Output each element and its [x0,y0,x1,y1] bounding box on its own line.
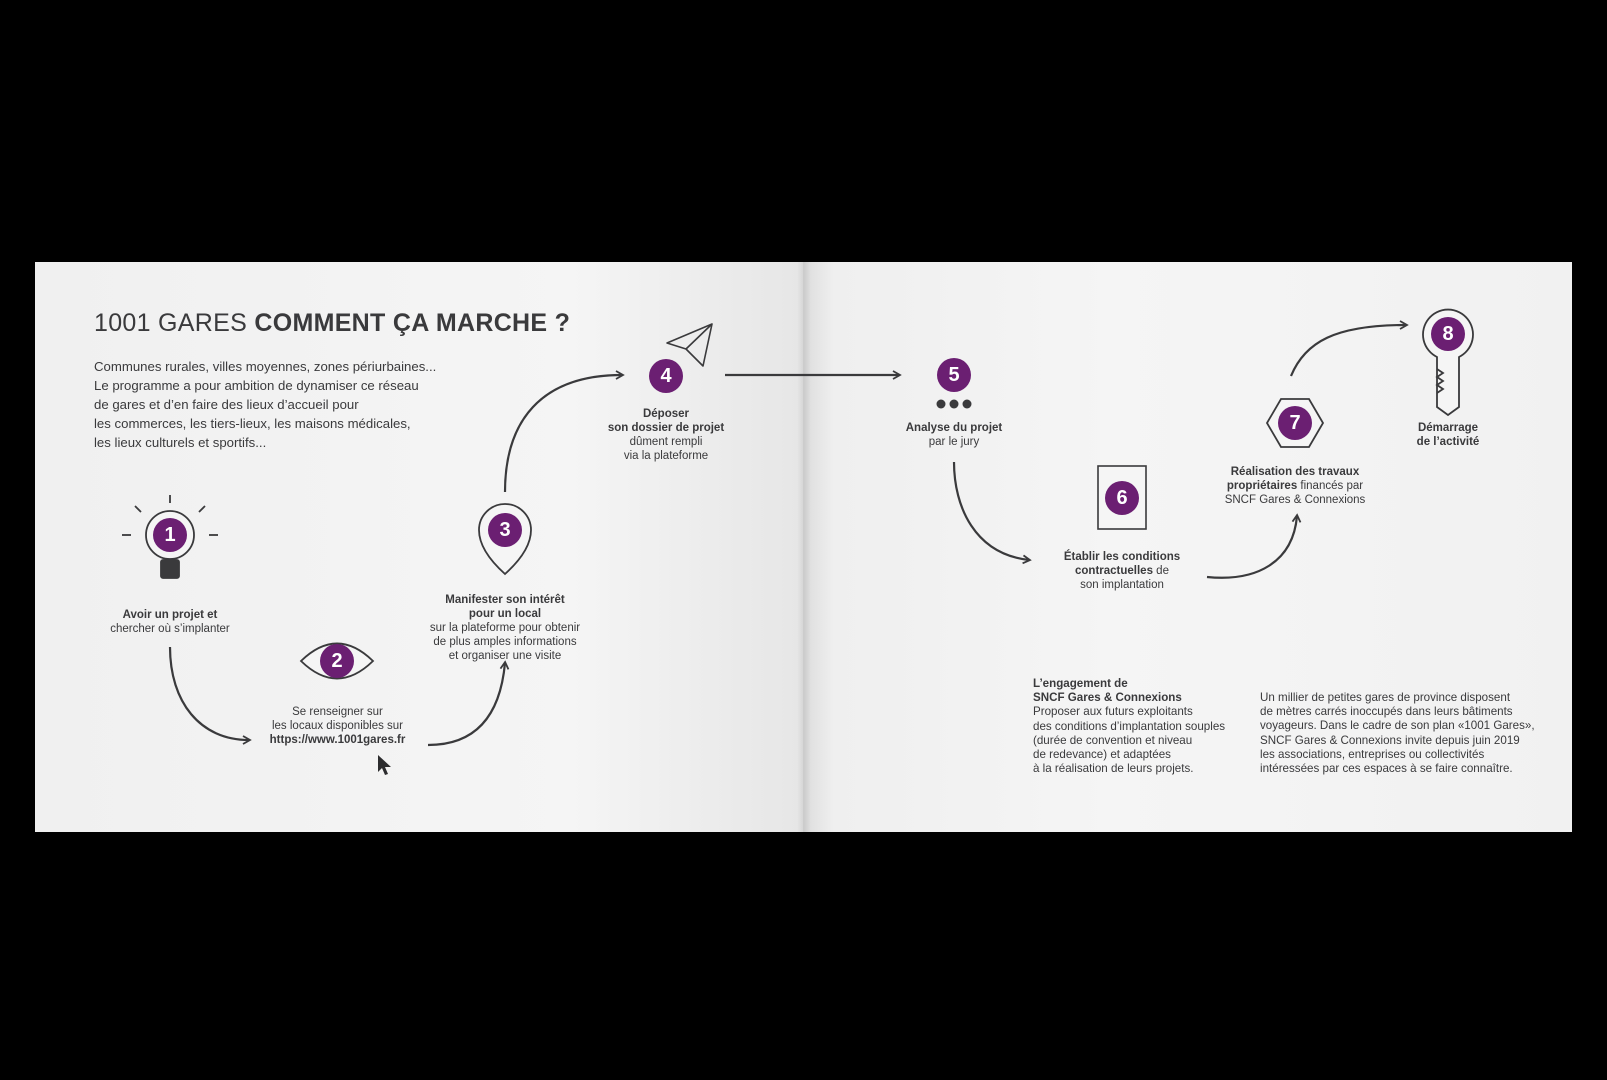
step-6-bold: Établir les conditions [1063,551,1181,563]
intro-line: de gares et d’en faire des lieux d’accueil pour [94,397,359,412]
engagement-heading: L’engagement de [1033,677,1128,690]
step-4-bold: Déposer [642,408,690,420]
step-8-bold: de l’activité [1416,436,1480,448]
step-2-badge: 2 [320,644,354,678]
step-4-text: via la plateforme [623,450,709,462]
step-5-badge: 5 [937,358,971,392]
context-line: SNCF Gares & Connexions invite depuis juin 2019 [1260,733,1520,747]
step-3-bold: Manifester son intérêt [445,594,565,606]
step-7-text: SNCF Gares & Connexions [1224,494,1366,506]
step-5-label [864,421,1044,449]
step-4-text: dûment rempli [629,436,703,448]
step-7-badge: 7 [1278,406,1312,440]
step-7-bold: propriétaires [1226,480,1298,492]
step-3-text: et organiser une visite [448,650,562,662]
step-6-bold: contractuelles [1075,565,1153,577]
context-block [1260,691,1535,776]
step-6-text: son implantation [1080,579,1164,591]
step-7-label [1200,465,1390,507]
step-6-inline: de [1152,565,1169,577]
step-2-text: Se renseigner sur [292,706,383,718]
step-1-label [80,608,260,636]
arrow-5-to-6 [954,462,1029,560]
intro-paragraph [94,357,436,452]
website-link[interactable]: https://www.1001gares.fr [269,734,406,746]
intro-line: Le programme a pour ambition de dynamiser ce réseau [94,378,419,393]
step-5-text: par le jury [928,436,980,448]
arrow-7-to-8 [1291,325,1406,376]
step-1-badge: 1 [153,518,187,552]
title-strong: COMMENT ÇA MARCHE ? [254,309,571,337]
engagement-line: de redevance) et adaptées [1033,748,1171,762]
ellipsis-icon [937,400,972,409]
intro-line: Communes rurales, villes moyennes, zones périurbaines... [94,359,437,374]
arrow-1-to-2 [170,647,249,740]
context-line: Un millier de petites gares de province disposent [1260,691,1511,704]
mouse-cursor-icon [377,754,393,776]
step-1-bold: Avoir un projet et [122,609,218,621]
title-light: 1001 GARES [94,309,248,337]
step-3-text: sur la plateforme pour obtenir [429,622,581,634]
step-6-label [1032,550,1212,592]
step-4-badge: 4 [649,359,683,393]
engagement-block [1033,677,1225,776]
step-3-label [405,593,605,663]
step-5-bold: Analyse du projet [905,422,1003,434]
step-4-label [576,407,756,463]
step-8-badge: 8 [1431,317,1465,351]
page-title [94,309,570,338]
intro-line: les lieux culturels et sportifs... [94,435,267,450]
arrow-6-to-7 [1207,516,1297,578]
step-1-text: chercher où s’implanter [110,623,230,635]
engagement-line: Proposer aux futurs exploitants [1033,705,1193,719]
step-4-bold: son dossier de projet [607,422,725,434]
step-8-bold: Démarrage [1417,422,1479,434]
engagement-line: à la réalisation de leurs projets. [1033,762,1194,776]
step-3-badge: 3 [488,513,522,547]
step-3-text: de plus amples informations [433,636,577,648]
context-line: les associations, entreprises ou collectivités [1260,747,1485,761]
paper-plane-icon [667,324,712,366]
intro-line: les commerces, les tiers-lieux, les maisons médicales, [94,416,411,431]
step-6-badge: 6 [1105,481,1139,515]
step-2-text: les locaux disponibles sur [271,720,404,732]
engagement-line: (durée de convention et niveau [1033,733,1193,747]
arrow-2-to-3 [428,663,505,745]
engagement-line: des conditions d’implantation souples [1033,719,1226,733]
step-2-label [245,705,430,747]
step-7-bold: Réalisation des travaux [1230,466,1360,478]
context-line: intéressées par ces espaces à se faire connaître. [1260,762,1513,776]
engagement-heading: SNCF Gares & Connexions [1033,691,1182,705]
step-3-bold: pour un local [468,608,542,620]
context-line: voyageurs. Dans le cadre de son plan «1001 Gares», [1260,719,1535,733]
step-7-inline: financés par [1297,480,1364,492]
step-8-label [1378,421,1518,449]
context-line: de mètres carrés inoccupés dans leurs bâtiments [1260,705,1513,719]
booklet-spread [35,262,1572,832]
